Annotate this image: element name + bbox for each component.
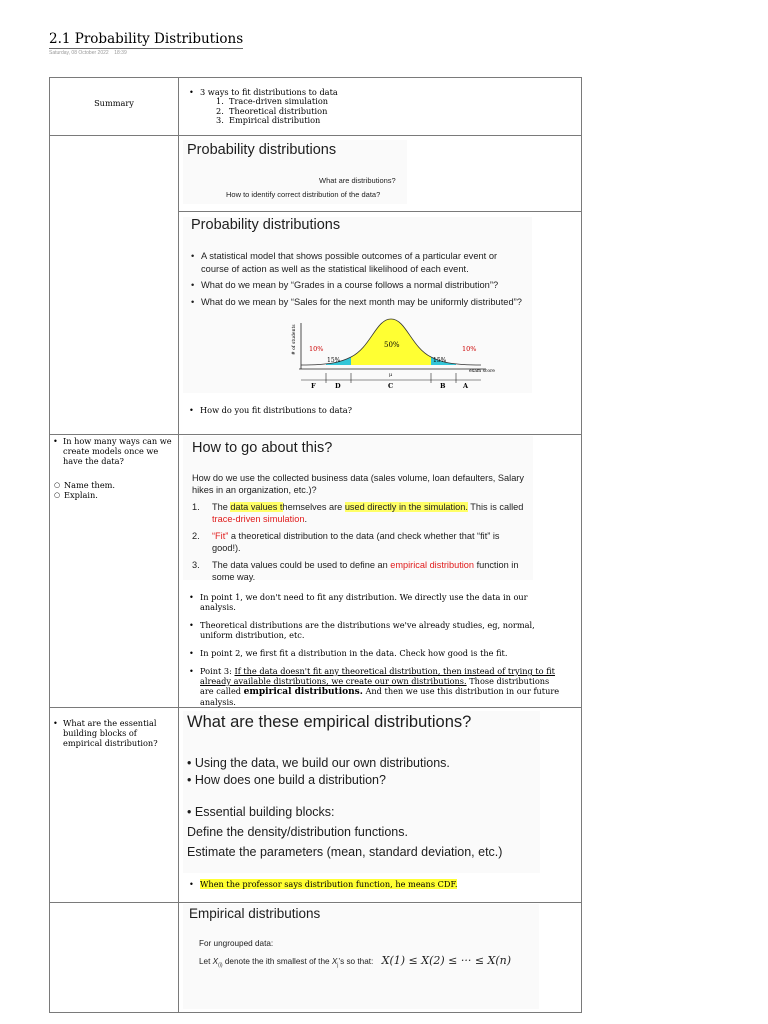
slide-numbered-item: 1. The data values themselves are used directly in the simulation. This is called trace-driven simulation.: [192, 502, 524, 524]
cue-question: • In how many ways can we create models once we have the data?: [63, 436, 178, 466]
slide-question: What are distributions?: [319, 176, 396, 185]
slide-line: Define the density/distribution functions.: [187, 825, 408, 839]
slide-empirical-ungrouped: [183, 904, 539, 1009]
bell-pct-left: 10%: [309, 345, 324, 353]
slide-heading: Probability distributions: [191, 217, 341, 233]
slide-heading: How to go about this?: [192, 440, 333, 456]
slide-bullet: • How does one build a distribution?: [187, 773, 386, 787]
slide-bullet: • Using the data, we build our own distributions.: [187, 756, 450, 770]
slide-how-to: [183, 436, 533, 580]
slide-line: Let $X_{(i)}$ denote the ith smallest of the $X_j’s$ so that: X(1) ≤ X(2) ≤ ··· ≤ X(n): [199, 954, 512, 969]
bell-xlabel: exam score: [469, 369, 495, 374]
slide-question: How to identify correct distribution of the data?: [226, 190, 381, 199]
slide-bullet: • What do we mean by “Sales for the next month may be uniformly distributed”?: [191, 296, 522, 307]
summary-row: [50, 78, 582, 136]
page-time: 18:39: [114, 50, 127, 56]
page-timestamp: [49, 50, 127, 56]
slide-line: For ungrouped data:: [199, 939, 274, 948]
bell-pct-mid-right: 15%: [433, 357, 447, 364]
bell-pct-right: 10%: [462, 345, 477, 353]
summary-item: 3. Empirical distribution: [216, 115, 321, 126]
slide-intro: How do we use the collected business data (sales volume, loan defaulters, Salary hikes in an organization, etc.)?: [192, 473, 524, 495]
empirical-cue-cell: [50, 708, 179, 903]
cornell-notes-table: [49, 77, 582, 1013]
summary-item: 2. Theoretical distribution: [216, 105, 328, 116]
bell-grade: A: [463, 382, 469, 390]
summary-item: 1. Trace-driven simulation: [216, 96, 329, 106]
slide-numbered-item: 2. “Fit” a theoretical distribution to the data (and check whether that “fit” is good!).: [192, 531, 500, 553]
prob-dist-cue-cell: [50, 136, 179, 435]
fit-methods-cue-cell: [50, 435, 179, 708]
bell-pct-center: 50%: [384, 341, 400, 349]
prob-dist-note-cell: [179, 136, 582, 435]
summary-note-cell: [179, 78, 582, 136]
slide-bullet: • What do we mean by “Grades in a course follows a normal distribution”?: [191, 280, 499, 291]
empirical-row: [50, 708, 582, 903]
note-item: • Theoretical distributions are the distributions we've already studies, eg, normal, uniform distribution, etc.: [200, 620, 563, 640]
fit-methods-note-cell: [179, 435, 582, 708]
note-item: • How do you fit distributions to data?: [200, 405, 581, 415]
bell-grade: F: [311, 382, 316, 390]
summary-bullet: • 3 ways to fit distributions to data 1. Trace-driven simulation 2. Theoretical distribution 3. Empirical distribution: [200, 87, 581, 126]
cue-question: • What are the essential building blocks of empirical distribution?: [63, 718, 178, 748]
slide-bullet: • A statistical model that shows possible outcomes of a particular event or course of action as well as the statistical likelihood of each event.: [191, 251, 498, 274]
bell-grade: B: [440, 382, 446, 390]
page-date: Saturday, 08 October 2022: [49, 50, 109, 56]
bell-curve-figure: [291, 317, 501, 393]
bell-grade: D: [335, 382, 341, 390]
cue-sub-item: ○ Name them.: [64, 480, 178, 490]
cue-sub-item: ○ Explain.: [64, 490, 178, 500]
prob-dist-row: [50, 136, 582, 435]
slide-empirical-building-blocks: [183, 711, 540, 873]
slide-bullet: • Essential building blocks:: [187, 805, 335, 819]
slide-probability-definition: [183, 217, 532, 393]
empirical-formula-note-cell: [179, 903, 582, 1013]
slide-numbered-item: 3. The data values could be used to define an empirical distribution function in some way.: [192, 560, 519, 582]
page-title: 2.1 Probability Distributions: [49, 31, 244, 47]
fit-methods-row: [50, 435, 582, 708]
empirical-formula-cue-cell: [50, 903, 179, 1013]
empirical-note-cell: [179, 708, 582, 903]
note-item: • Point 3: If the data doesn't fit any theoretical distribution, then instead of trying to fit already available distributions, we create our own distributions. Those distributions are called empirical distributions. And then we use this distribution in our future analysis.: [200, 666, 563, 707]
slide-probability-intro: [183, 140, 407, 204]
order-statistics-formula: X(1) ≤ X(2) ≤ ··· ≤ X(n): [381, 954, 512, 967]
summary-label: Summary: [94, 98, 134, 108]
slide-heading: Empirical distributions: [189, 906, 321, 921]
slide-line: Estimate the parameters (mean, standard deviation, etc.): [187, 845, 503, 859]
slide-heading: Probability distributions: [187, 142, 337, 158]
summary-cue-cell: [50, 78, 179, 136]
empirical-formula-row: [50, 903, 582, 1013]
note-item: • In point 1, we don't need to fit any distribution. We directly use the data in our analysis.: [200, 592, 563, 612]
bell-pct-mid-left: 15%: [327, 357, 341, 364]
note-item: • In point 2, we first fit a distribution in the data. Check how good is the fit.: [200, 648, 563, 658]
slide-heading: What are these empirical distributions?: [187, 713, 472, 731]
note-item: • When the professor says distribution function, he means CDF.: [200, 879, 581, 889]
bell-grade: C: [388, 382, 394, 390]
bell-mu: μ: [389, 372, 393, 378]
bell-ylabel: # of students: [292, 324, 297, 355]
